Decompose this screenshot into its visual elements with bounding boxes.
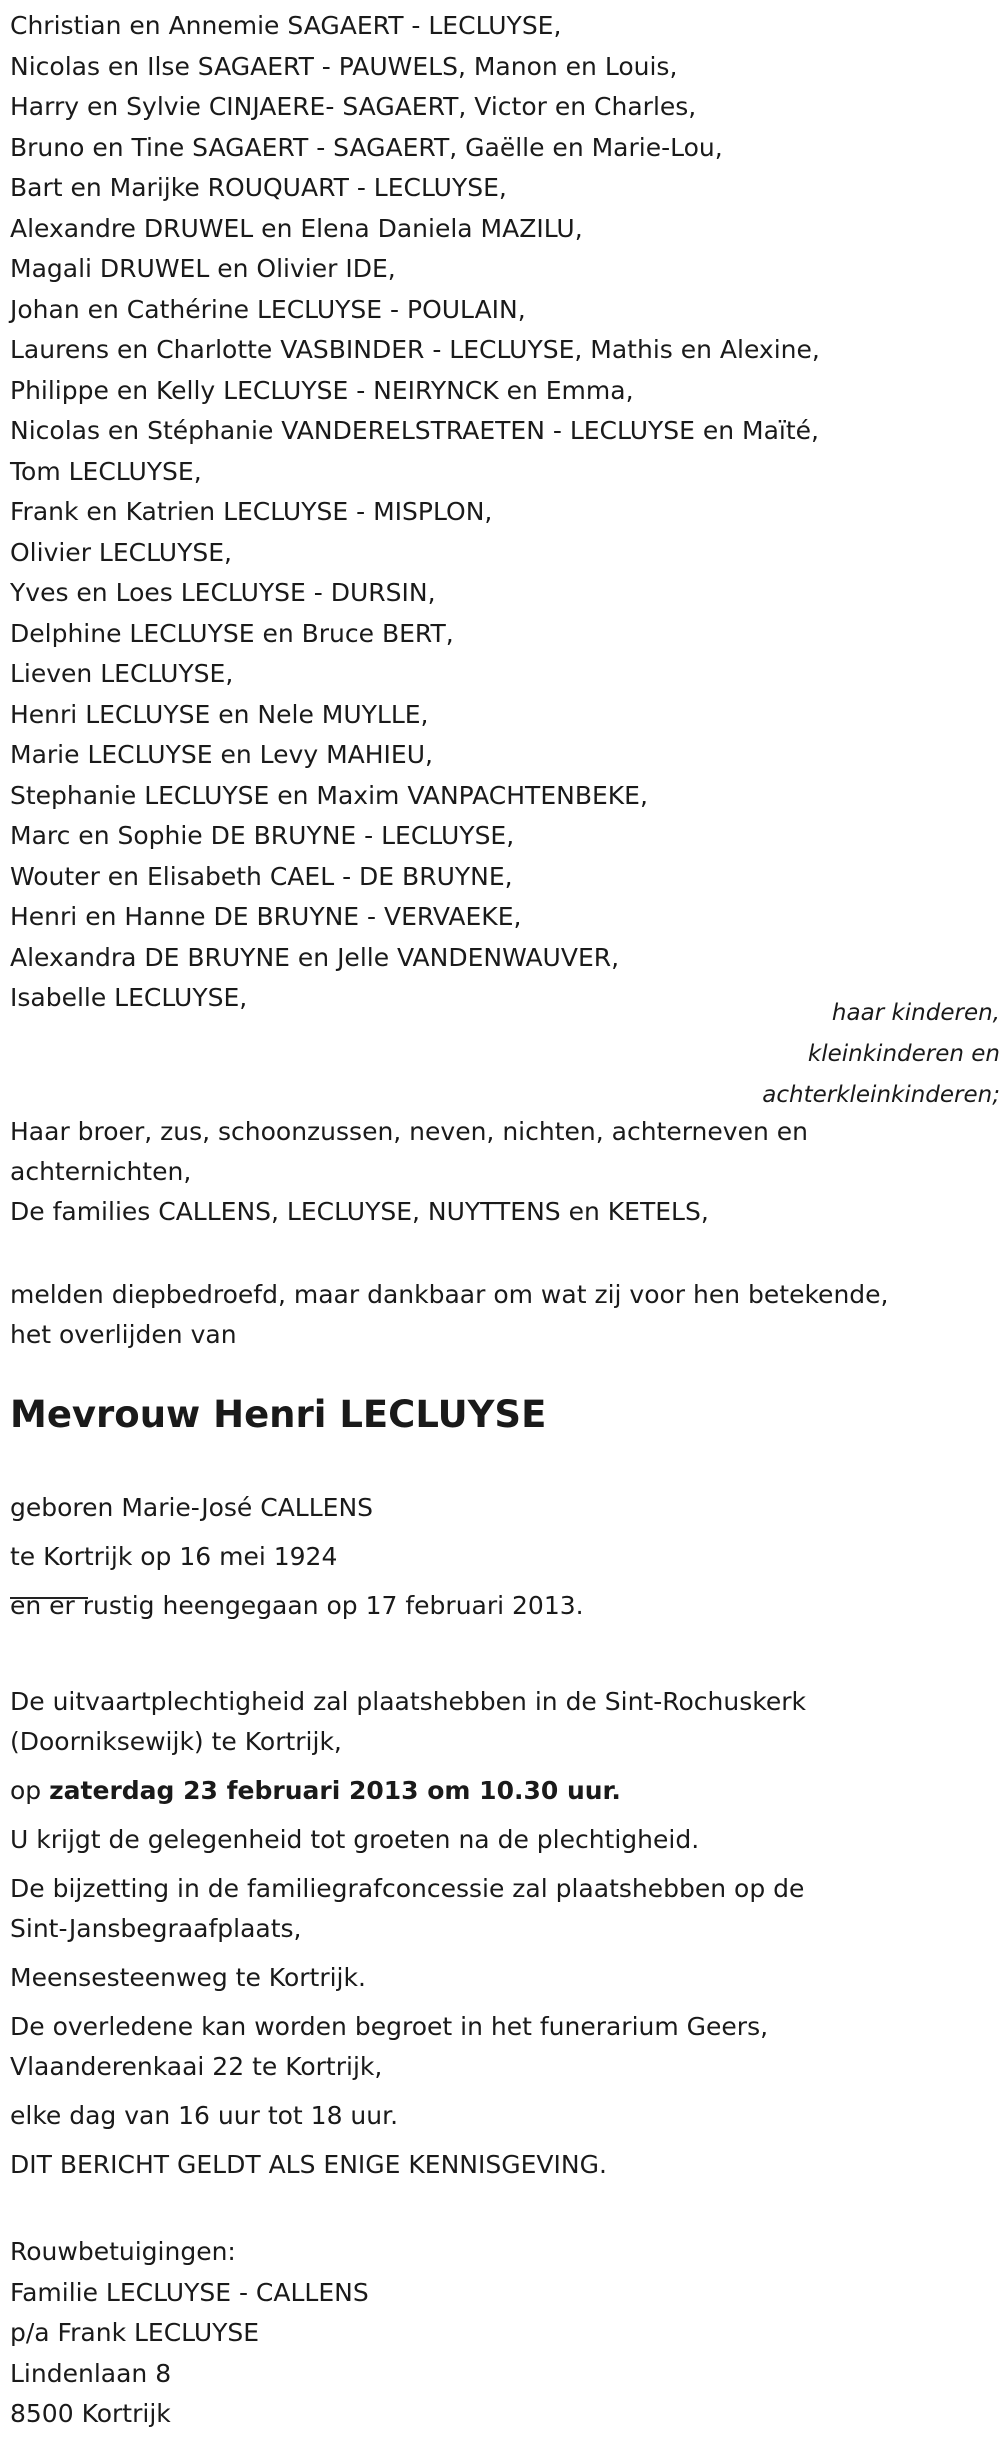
greeting: U krijgt de gelegenheid tot groeten na de plechtigheid. (10, 1825, 700, 1854)
funeral-paragraph (10, 1682, 995, 1762)
families-line: De families CALLENS, LECLUYSE, NUYTTENS en KETELS, (10, 1197, 709, 1226)
family-line: Magali DRUWEL en Olivier IDE, (10, 254, 396, 283)
burial-paragraph (10, 1869, 995, 1949)
family-line: Lieven LECLUYSE, (10, 659, 234, 688)
funeral-line: (Doorniksewijk) te Kortrijk, (10, 1727, 342, 1756)
viewing-line: Vlaanderenkaai 22 te Kortrijk, (10, 2052, 383, 2081)
burial-line: De bijzetting in de familiegrafconcessie zal plaatshebben op de (10, 1874, 805, 1903)
family-line: Marie LECLUYSE en Levy MAHIEU, (10, 740, 433, 769)
relation-line: kleinkinderen en (807, 1041, 1000, 1067)
viewing-paragraph (10, 2007, 995, 2087)
viewing-hours: elke dag van 16 uur tot 18 uur. (10, 2101, 399, 2130)
announcement-line: melden diepbedroefd, maar dankbaar om wat zij voor hen betekende, (10, 1280, 889, 1309)
family-line: Delphine LECLUYSE en Bruce BERT, (10, 618, 454, 648)
family-line: Yves en Loes LECLUYSE - DURSIN, (10, 578, 436, 607)
funeral-details (10, 1682, 995, 2194)
family-line: Stephanie LECLUYSE en Maxim VANPACHTENBEKE, (10, 780, 648, 810)
relation-line: achterkleinkinderen; (762, 1082, 1000, 1108)
birth-death-block (10, 1483, 584, 1630)
condolences-block (10, 2232, 369, 2435)
viewing-line: De overledene kan worden begroet in het funerarium Geers, (10, 2012, 769, 2041)
family-line: Laurens en Charlotte VASBINDER - LECLUYSE, Mathis en Alexine, (10, 335, 820, 364)
family-line: Marc en Sophie DE BRUYNE - LECLUYSE, (10, 821, 515, 850)
burial-address: Meensesteenweg te Kortrijk. (10, 1963, 366, 1992)
funeral-date-prefix: op (10, 1776, 42, 1805)
family-line: Christian en Annemie SAGAERT - LECLUYSE, (10, 11, 562, 40)
condolences-line: Rouwbetuigingen: (10, 2237, 236, 2266)
relation-block (762, 993, 1000, 1116)
death-date: en er rustig heengegaan op 17 februari 2013. (10, 1591, 584, 1620)
funeral-date (10, 1771, 995, 1811)
family-line: Harry en Sylvie CINJAERE- SAGAERT, Victor en Charles, (10, 92, 697, 121)
announcement (10, 1275, 995, 1355)
funeral-date-bold: zaterdag 23 februari 2013 om 10.30 uur. (49, 1776, 621, 1805)
family-list (10, 6, 995, 1019)
burial-line: Sint-Jansbegraafplaats, (10, 1914, 302, 1943)
condolences-line: 8500 Kortrijk (10, 2399, 171, 2428)
family-line: Frank en Katrien LECLUYSE - MISPLON, (10, 497, 493, 526)
family-line: Philippe en Kelly LECLUYSE - NEIRYNCK en Emma, (10, 375, 634, 405)
announcement-line: het overlijden van (10, 1320, 237, 1349)
relatives-line: achternichten, (10, 1157, 192, 1186)
family-line: Henri LECLUYSE en Nele MUYLLE, (10, 699, 429, 729)
birth-place-date: te Kortrijk op 16 mei 1924 (10, 1542, 338, 1571)
family-line: Nicolas en Ilse SAGAERT - PAUWELS, Manon en Louis, (10, 51, 678, 81)
family-line: Henri en Hanne DE BRUYNE - VERVAEKE, (10, 902, 522, 931)
birth-name: geboren Marie-José CALLENS (10, 1493, 374, 1522)
family-line: Johan en Cathérine LECLUYSE - POULAIN, (10, 294, 526, 324)
family-line: Isabelle LECLUYSE, (10, 983, 248, 1012)
notice: DIT BERICHT GELDT ALS ENIGE KENNISGEVING. (10, 2150, 607, 2179)
family-line: Wouter en Elisabeth CAEL - DE BRUYNE, (10, 861, 513, 891)
condolences-line: Familie LECLUYSE - CALLENS (10, 2277, 369, 2307)
family-line: Bart en Marijke ROUQUART - LECLUYSE, (10, 173, 507, 202)
divider (10, 1597, 88, 1599)
family-line: Alexandre DRUWEL en Elena Daniela MAZILU, (10, 213, 583, 243)
condolences-line: p/a Frank LECLUYSE (10, 2318, 260, 2347)
relatives-block (10, 1112, 995, 1232)
condolences-line: Lindenlaan 8 (10, 2358, 172, 2388)
deceased-title: Mevrouw Henri LECLUYSE (10, 1393, 547, 1436)
family-line: Nicolas en Stéphanie VANDERELSTRAETEN - LECLUYSE en Maïté, (10, 416, 820, 445)
family-line: Alexandra DE BRUYNE en Jelle VANDENWAUVER, (10, 942, 620, 972)
family-line: Bruno en Tine SAGAERT - SAGAERT, Gaëlle en Marie-Lou, (10, 132, 723, 162)
relatives-line: Haar broer, zus, schoonzussen, neven, nichten, achterneven en (10, 1117, 808, 1146)
funeral-line: De uitvaartplechtigheid zal plaatshebben in de Sint-Rochuskerk (10, 1687, 806, 1716)
family-line: Olivier LECLUYSE, (10, 537, 232, 567)
relation-line: haar kinderen, (831, 1000, 1000, 1026)
family-line: Tom LECLUYSE, (10, 456, 202, 486)
